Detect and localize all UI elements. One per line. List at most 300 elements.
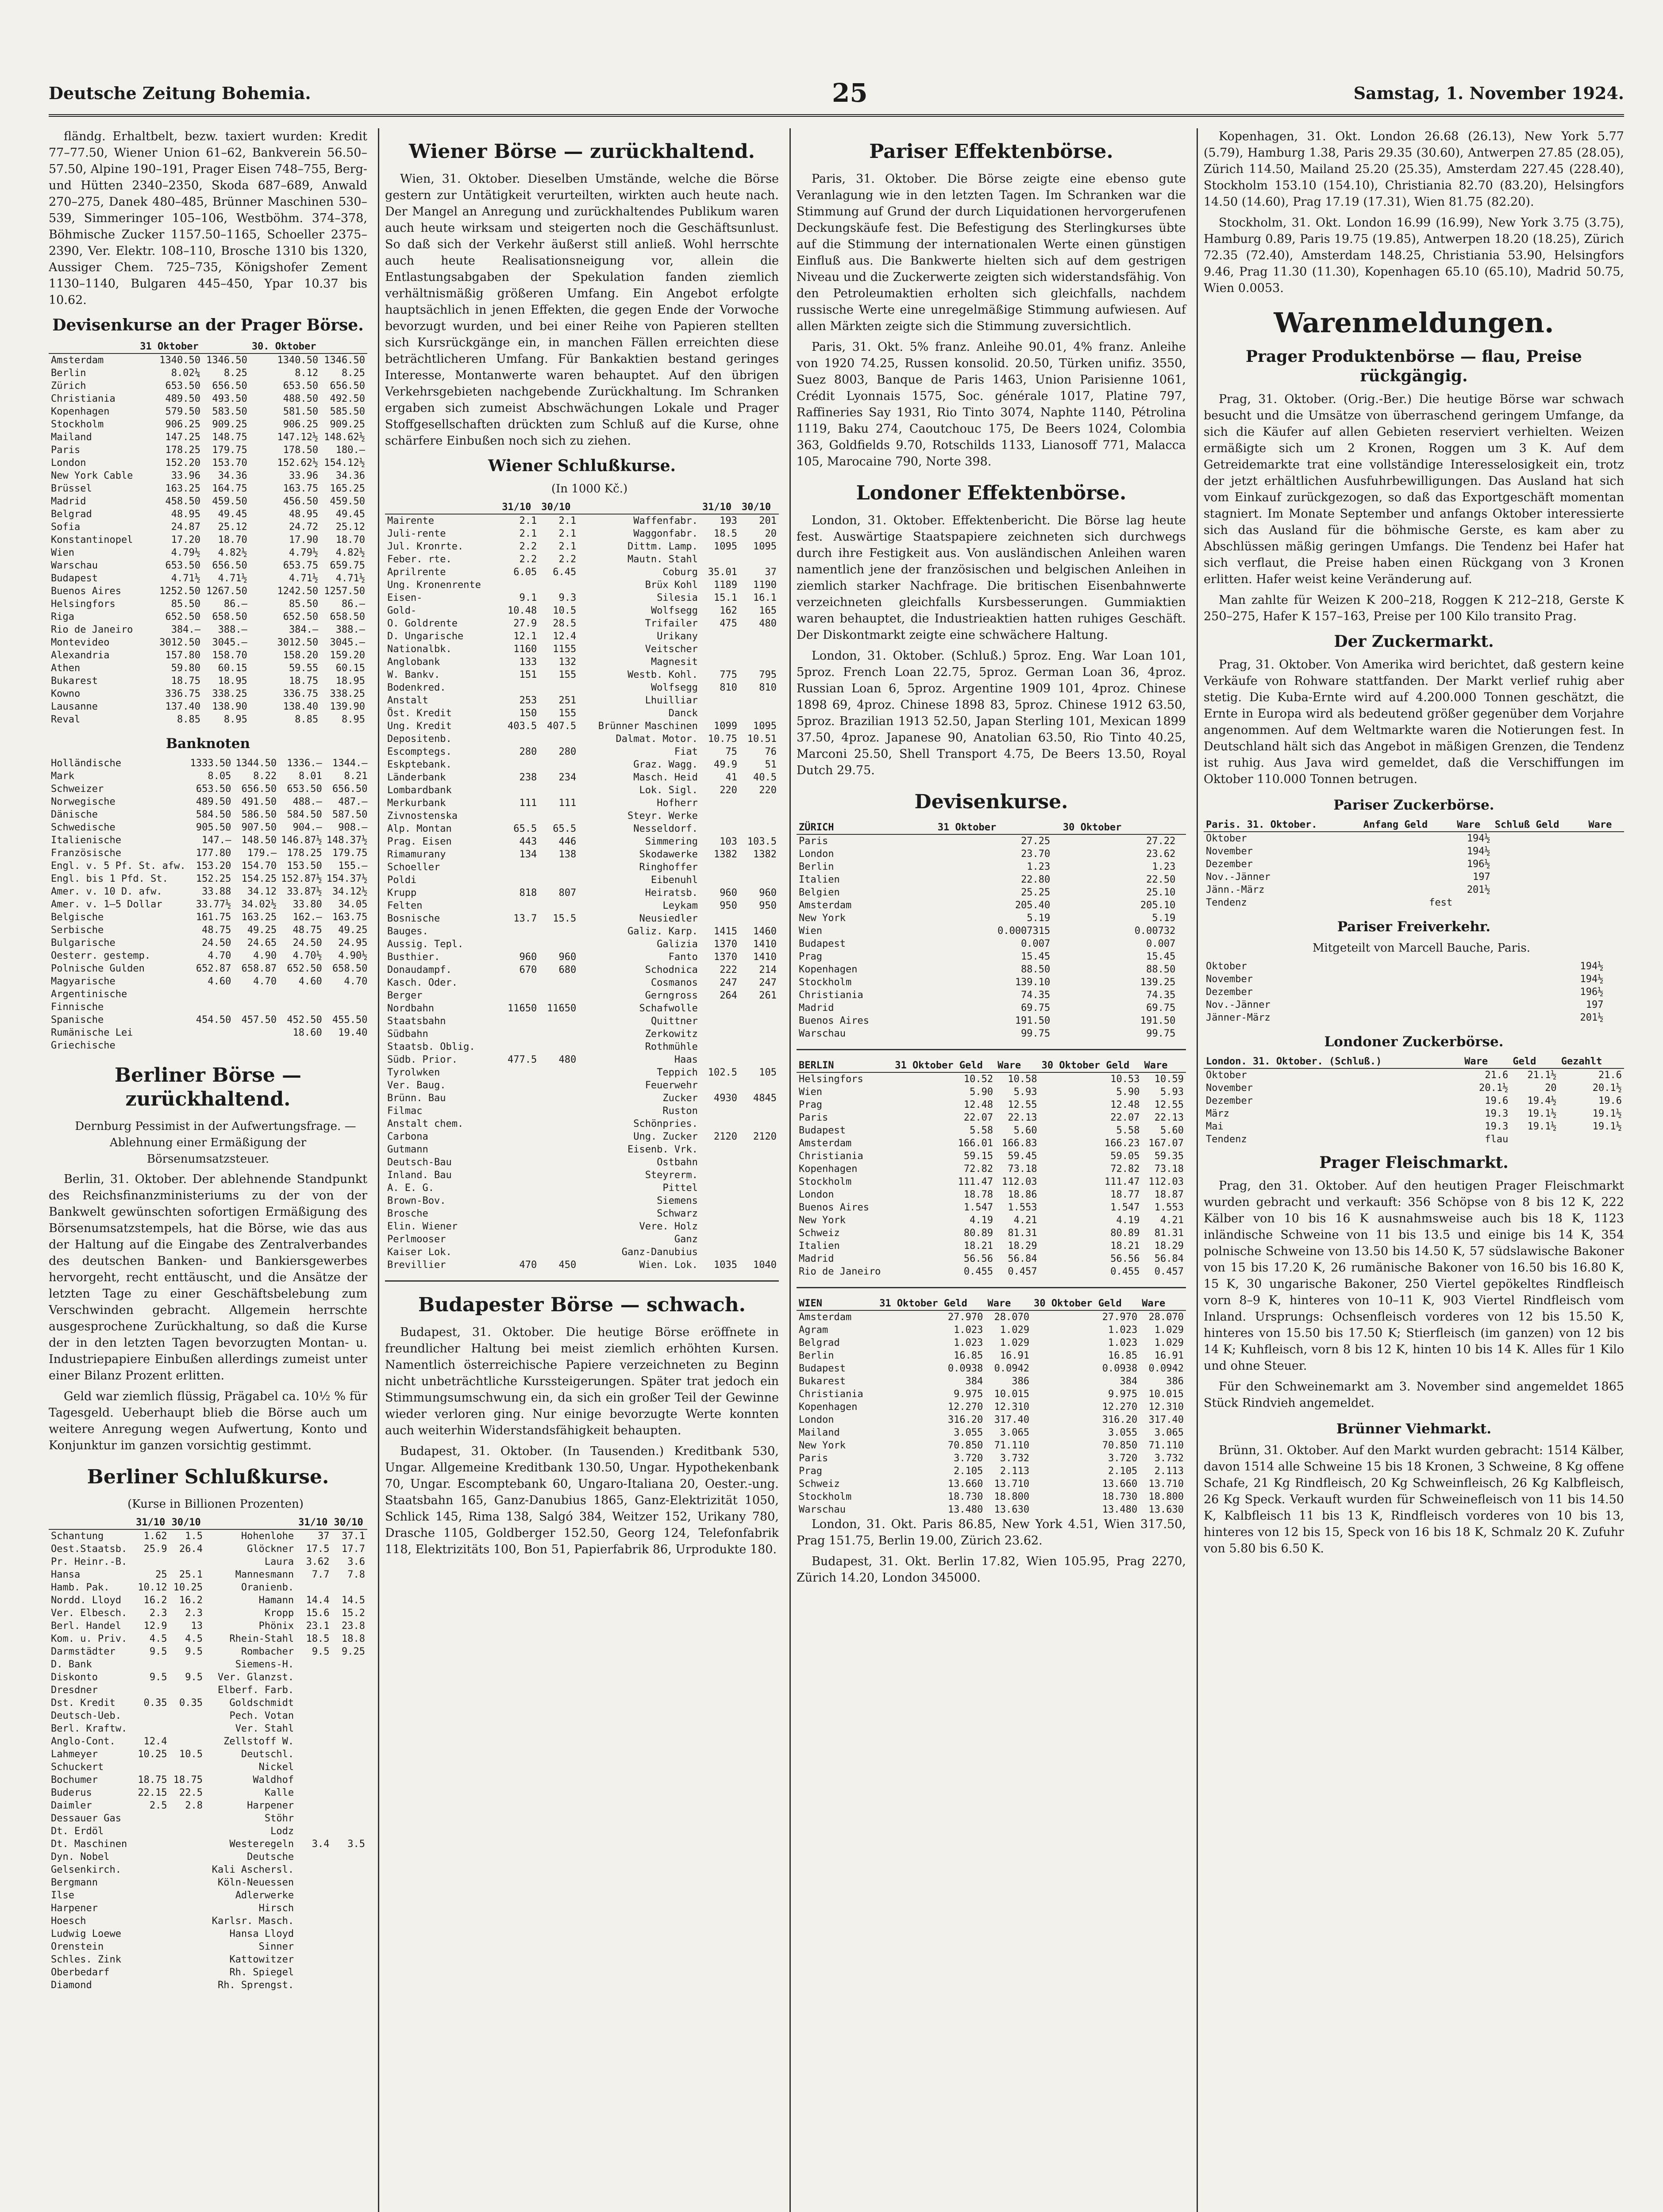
row-label: O. Goldrente — [387, 618, 458, 629]
row-value — [296, 1735, 331, 1748]
table-row — [49, 431, 367, 444]
row-value — [1605, 973, 1624, 986]
row-value: 8.05 — [208, 771, 231, 782]
row-value: 16.85 — [954, 1350, 983, 1361]
row-value: 60.15 — [335, 663, 365, 674]
row-label: Nordbahn — [387, 1003, 434, 1014]
paris-zucker-table — [1204, 818, 1624, 909]
table-header-cell: Gezahlt — [1559, 1055, 1624, 1068]
table-row — [49, 1838, 367, 1851]
row-value: 146.87½ — [281, 835, 322, 846]
row-label: Athen — [51, 663, 81, 674]
row-value: 205.40 — [1015, 900, 1051, 911]
row-value: Skodawerke — [639, 849, 698, 860]
row-value — [134, 1928, 169, 1940]
row-label: Berlin — [799, 1350, 834, 1361]
row-value — [500, 1118, 539, 1130]
row-value: 3.4 — [312, 1839, 330, 1850]
row-value — [134, 1851, 169, 1863]
row-value: 2.113 — [1000, 1466, 1030, 1477]
row-value: 165 — [759, 605, 777, 616]
row-value — [539, 1194, 578, 1207]
row-value: 154.70 — [241, 860, 277, 872]
row-value: 0.0942 — [994, 1363, 1030, 1374]
row-value — [296, 1748, 331, 1761]
row-value — [332, 1966, 367, 1979]
row-value — [134, 1940, 169, 1953]
row-label: Prag — [799, 1466, 822, 1477]
row-value — [324, 988, 370, 1001]
table-row — [49, 508, 367, 521]
row-value: 253 — [519, 695, 537, 706]
row-value — [1052, 1014, 1061, 1027]
table-row — [797, 860, 1186, 873]
prager-produkten-text: Prag, 31. Oktober. (Orig.-Ber.) Die heutige Börse war schwach besucht und die Umsätze von überraschend geringem Umfange, da sich die Käufer auf allen Gebieten reserviert verhielten. Weizen ermäßigte sich um 2 Kronen, Roggen um 3 K. Auf dem Getreidemarkte trat eine vollständige Interesselosigkeit ein, trotz der jetzt erhältlichen Ausfuhrbewilligungen. Das Ausland hat sich vom Einkauf zurückgezogen, so daß das Exportgeschäft momentan stagniert. Im Monate September und anfangs Oktober interessierte sich das Ausland für die böhmische Gerste, es kam aber zu Abschlüssen mäßig geringen Umfangs. Die Tendenz bei Hafer hat sich verflaut, die Preise haben einen Rückgang von 3 Kronen erlitten. Hafer weist keine Veränderung auf. — [1204, 392, 1624, 586]
row-value: 264 — [720, 990, 737, 1001]
column-4 — [1204, 128, 1624, 2212]
row-value: 27.970 — [947, 1312, 983, 1323]
row-value — [1178, 937, 1186, 950]
row-value: 40.5 — [753, 772, 777, 783]
row-value: 653.50 — [165, 380, 201, 392]
row-label: Aussig. Tepl. — [387, 939, 464, 950]
row-value: Schönpries. — [633, 1118, 698, 1129]
row-value: 112.03 — [1002, 1176, 1037, 1187]
row-value: 4.21 — [1013, 1215, 1037, 1226]
paris-zucker-title: Pariser Zuckerbörse. — [1333, 797, 1494, 813]
row-value — [332, 1774, 367, 1786]
table-row — [49, 1851, 367, 1863]
fleischmarkt-text: Prag, den 31. Oktober. Auf den heutigen Prager Fleischmarkt wurden gebracht und verkauft: 356 Schöpse von 8 bis 12 K, 222 Kälber von 10 bis 16 K ausnahmsweise auch bis 18 K, 1123 inländische Schweine von 11 bis 13.5 und einige bis 14 K, 354 polnische Schweine von 13.50 bis 14.50 K, 57 südslawische Bakoner von 15 bis 17.20 K, 26 rumänische Bakoner von 16.50 bis 16.80 K, 15 K, 30 ungarische Bakoner, 250 Viertel gepökeltes Rindfleisch vorn 8–9 K, hinteres von 10–11 K, 903 Viertel Rindfleisch vom Inland. Ursprungs: Ochsenfleisch vorderes von 12 bis 15.50 K, hinteres von 15.50 bis 17.50 K; Stierfleisch (im ganzen) von 12 bis 14 K; Kuhfleisch, vorn 8 bis 12 K, hinten 10 bis 14 K. Alles für 1 Kilo und ohne Steuer. — [1204, 1179, 1624, 1373]
row-value: 4.82½ — [335, 547, 365, 558]
row-label: Schoeller — [387, 862, 440, 873]
row-value — [539, 1143, 578, 1156]
table-row — [385, 591, 779, 604]
row-value — [169, 1825, 205, 1838]
row-value: 4845 — [753, 1093, 777, 1104]
row-value: 489.50 — [196, 796, 231, 807]
budapest-quotes: Budapest, 31. Oktober. (In Tausenden.) Kreditbank 530, Ungar. Allgemeine Kreditbank 130.50, Ungar. Hypothekenbank 70, Ungar. Escomptebank 60, Ungaro-Italiana 20, Oester.-ung. Staatsbahn 165, Ganz-Danubius 1865, Ganz-Elektrizität 1050, Schlick 145, Rima 138, Salgó 384, Weitzer 152, Urikany 780, Drasche 1105, Goldberger 152.50, Georg 124, Telefonfabrik 118, Elektrizitäts 100, Bon 51, Papierfabrik 86, Urprodukte 180. — [385, 1444, 779, 1556]
row-label: Bodenkred. — [387, 682, 446, 693]
row-value — [739, 1079, 779, 1092]
row-value: 22.50 — [1146, 874, 1176, 885]
row-value — [169, 1979, 205, 1992]
row-value: 74.35 — [1021, 990, 1051, 1001]
row-label: Escomptegs. — [387, 746, 452, 757]
page-number: 25 — [832, 78, 868, 108]
row-value — [539, 861, 578, 874]
row-value: 59.05 — [1110, 1151, 1140, 1162]
row-label: Darmstädter — [51, 1646, 115, 1657]
row-value — [539, 784, 578, 797]
row-value: 407.5 — [547, 721, 577, 732]
row-value: Silesia — [657, 592, 698, 603]
row-value — [739, 1156, 779, 1169]
row-value: 179.75 — [212, 445, 247, 456]
table-row — [385, 938, 779, 951]
row-value: 13.660 — [1102, 1479, 1138, 1490]
row-value: 795 — [759, 669, 777, 680]
row-value: 138.40 — [283, 701, 319, 712]
row-label: Dänische — [51, 809, 98, 820]
row-value: 15.5 — [553, 913, 577, 924]
row-value: 905.50 — [196, 822, 231, 833]
row-label: Staatsbahn — [387, 1016, 446, 1027]
row-value — [500, 1169, 539, 1182]
row-label: Kaiser Lok. — [387, 1247, 452, 1258]
row-value — [1178, 1002, 1186, 1014]
row-label: Amsterdam — [799, 1138, 852, 1149]
row-value: 656.50 — [241, 783, 277, 795]
row-label: Mark — [51, 771, 74, 782]
row-value: 10.58 — [1008, 1074, 1037, 1085]
row-value: 443 — [519, 836, 537, 847]
row-value — [500, 1207, 539, 1220]
row-value — [1361, 845, 1455, 858]
row-label: Prag — [799, 1099, 822, 1110]
row-value: Quittner — [651, 1016, 698, 1027]
devisen-prag-title: Devisenkurse an der Prager Börse. — [52, 316, 364, 334]
row-value — [739, 694, 779, 707]
table-row — [49, 585, 367, 598]
row-value: Pittel — [662, 1183, 698, 1194]
table-row — [49, 1543, 367, 1555]
row-value: 18.70 — [335, 534, 365, 545]
row-label: Öst. Kredit — [387, 708, 452, 719]
row-value: 960 — [558, 952, 577, 963]
row-value: 214 — [759, 964, 777, 975]
row-label: New York Cable — [51, 470, 133, 481]
row-label: Lombardbank — [387, 785, 452, 796]
table-header-cell: Ware — [985, 1297, 1032, 1310]
table-row — [49, 770, 370, 783]
row-label: Konstantinopel — [51, 534, 133, 545]
row-value: 153.20 — [196, 860, 231, 872]
row-value — [296, 1940, 331, 1953]
row-value: 16.1 — [753, 592, 777, 603]
row-value: 161.75 — [196, 912, 231, 923]
row-value: 384.— — [289, 624, 319, 635]
table-row — [49, 521, 367, 534]
row-value — [500, 925, 539, 938]
row-value — [700, 1079, 739, 1092]
row-value: 14.4 — [306, 1595, 330, 1606]
row-value: 480 — [759, 618, 777, 629]
row-value — [700, 1028, 739, 1041]
row-value: 74.35 — [1146, 990, 1176, 1001]
wien-boerse-title: Wiener Börse — zurückhaltend. — [409, 140, 755, 163]
row-value: 48.75 — [293, 925, 322, 936]
row-value: 25 — [155, 1569, 167, 1580]
row-value: Neusiedler — [639, 913, 698, 924]
row-label: Belgrad — [51, 509, 92, 520]
row-value: 584.50 — [196, 809, 231, 820]
row-value: Rh. Spiegel — [229, 1967, 294, 1978]
row-value: 201½ — [1580, 1012, 1604, 1023]
row-label: Donaudampf. — [387, 964, 452, 975]
table-row — [797, 899, 1186, 912]
row-label: Länderbank — [387, 772, 446, 783]
table-row — [1204, 998, 1624, 1011]
row-value: Ver. Glanzst. — [217, 1672, 294, 1683]
table-row — [385, 848, 779, 861]
row-value: Steyrerm. — [645, 1170, 698, 1181]
row-value — [500, 1066, 539, 1079]
bruenn-title: Brünner Viehmarkt. — [1336, 1421, 1492, 1437]
row-value: 670 — [519, 964, 537, 975]
row-value: 906.25 — [165, 419, 201, 430]
row-value: Kalle — [264, 1787, 294, 1798]
row-value: 12.48 — [963, 1099, 993, 1110]
row-value — [296, 1709, 331, 1722]
row-value — [188, 1026, 234, 1039]
row-label: Norwegische — [51, 796, 115, 807]
row-value — [739, 1028, 779, 1041]
row-label: Lahmeyer — [51, 1749, 98, 1760]
row-value: 81.31 — [1154, 1228, 1184, 1239]
row-value: 178.25 — [287, 848, 322, 859]
row-value — [700, 912, 739, 925]
row-value: 103 — [720, 836, 737, 847]
row-value: 194½ — [1467, 846, 1490, 857]
row-value — [500, 1233, 539, 1246]
row-value: 8.25 — [223, 368, 247, 379]
table-row — [385, 1066, 779, 1079]
row-value: 154.25 — [241, 873, 277, 884]
row-label: Madrid — [51, 496, 86, 507]
row-value: 134 — [519, 849, 537, 860]
row-value — [539, 681, 578, 694]
row-value: Danck — [668, 708, 698, 719]
row-label: Alexandria — [51, 650, 110, 661]
row-value: 2.1 — [558, 541, 577, 552]
row-value: 178.25 — [165, 445, 201, 456]
table-row — [385, 1053, 779, 1066]
row-value — [332, 1671, 367, 1684]
table-row — [385, 1246, 779, 1259]
row-value — [700, 656, 739, 668]
row-value: Wolfsegg — [651, 682, 698, 693]
row-value: Oranienb. — [241, 1582, 294, 1593]
banknoten-table — [49, 757, 370, 1052]
row-value — [700, 1053, 739, 1066]
row-value: 18.29 — [1154, 1240, 1184, 1252]
table-row — [49, 1658, 367, 1671]
row-value — [500, 1246, 539, 1259]
row-label: Belgien — [799, 887, 840, 898]
table-row — [797, 1375, 1186, 1388]
row-label: Krupp — [387, 887, 417, 899]
table-row — [385, 514, 779, 527]
row-label: Bauges. — [387, 926, 428, 937]
table-row — [385, 951, 779, 964]
row-label: Anstalt chem. — [387, 1118, 464, 1129]
row-value: 147.— — [202, 835, 231, 846]
row-label: Wien — [799, 926, 822, 937]
row-value: 384 — [1120, 1376, 1138, 1387]
row-value: 34.36 — [218, 470, 247, 481]
row-value: 3.720 — [954, 1453, 983, 1464]
table-header-cell: 31 Oktober — [138, 340, 203, 353]
bruenn-text: Brünn, 31. Oktober. Auf den Markt wurden gebracht: 1514 Kälber, davon 1514 alle Schweine 15 bis 18 Kronen, 3 Schweine, 8 Kg offene Schafe, 21 Kg Rindfleisch, 20 Kg Schweinfleisch, 26 Kg Kalbfleisch, 26 Kg Speck. Verkauft wurden für Schweinefleisch von 11 bis 14.50 K, Kalbfleisch 11 bis 13 K, Rindfleisch vorderes von 10 bis 13, hinteres von 12 bis 15, Speck von 16 bis 18 K, Schmalz 20 K. Zufuhr von 5.80 bis 6.50 K. — [1204, 1444, 1624, 1555]
row-value: 904.— — [293, 822, 322, 833]
row-label: New York — [799, 913, 846, 924]
row-value: Simmering — [645, 836, 698, 847]
row-label: Dezember — [1206, 1095, 1253, 1106]
row-value: Rombacher — [241, 1646, 294, 1657]
table-header-cell: Geld — [1510, 1055, 1559, 1068]
row-value: 384 — [965, 1376, 983, 1387]
row-value: 459.50 — [212, 496, 247, 507]
row-value: 41 — [725, 772, 737, 783]
row-value — [539, 1092, 578, 1105]
row-value: Leykam — [662, 900, 698, 911]
table-header-cell: 30/10 — [169, 1516, 205, 1529]
table-header-cell: 30. Oktober — [250, 340, 320, 353]
table-row — [385, 1130, 779, 1143]
row-value: 33.80 — [293, 899, 322, 910]
row-value: 2.2 — [519, 554, 537, 565]
table-header-cell: Ware — [1142, 1059, 1186, 1072]
row-value: 280 — [519, 746, 537, 757]
row-label: Helsingfors — [51, 599, 115, 610]
table-row — [797, 834, 1186, 848]
row-value: 48.75 — [202, 925, 231, 936]
berlin-subtitle: Dernburg Pessimist in der Aufwertungsfrage. — Ablehnung einer Ermäßigung der Börsenumsatzsteuer. — [75, 1120, 356, 1166]
row-value: 73.18 — [1154, 1164, 1184, 1175]
table-row — [797, 1014, 1186, 1027]
row-value — [1178, 899, 1186, 912]
row-label: Juli-rente — [387, 528, 446, 539]
row-value: 1.029 — [1154, 1325, 1184, 1336]
row-value: 71.110 — [994, 1440, 1030, 1451]
row-label: Berger — [387, 990, 423, 1001]
table-header-cell: ZÜRICH — [797, 821, 935, 834]
row-value: 28.5 — [553, 618, 577, 629]
row-label: Amer. v. 10 D. afw. — [51, 886, 162, 897]
row-value — [1052, 925, 1061, 937]
row-value: 20.1½ — [1479, 1083, 1509, 1094]
table-row — [797, 1188, 1186, 1201]
row-value: 1346.50 — [206, 355, 247, 366]
table-row — [797, 1401, 1186, 1413]
row-value — [500, 810, 539, 822]
row-label: Bochumer — [51, 1774, 98, 1786]
row-label: Reval — [51, 714, 81, 725]
row-value: 167.07 — [1148, 1138, 1184, 1149]
row-label: Lausanne — [51, 701, 98, 712]
table-row — [49, 924, 370, 937]
row-value: 950 — [720, 900, 737, 911]
row-value: 4.79½ — [289, 547, 319, 558]
row-value — [1052, 963, 1061, 976]
row-value: 15.45 — [1021, 951, 1051, 962]
row-value: 71.110 — [1148, 1440, 1184, 1451]
row-value: 585.50 — [330, 406, 365, 417]
row-value: 338.25 — [330, 688, 365, 699]
table-row — [385, 1233, 779, 1246]
row-value — [1052, 834, 1061, 848]
row-value: 2.1 — [519, 528, 537, 539]
row-value — [739, 1053, 779, 1066]
table-row — [49, 1812, 367, 1825]
row-label: Oktober — [1206, 961, 1247, 972]
row-value: 194½ — [1467, 833, 1490, 844]
row-value: 2.1 — [558, 515, 577, 526]
row-label: Brüssel — [51, 483, 92, 494]
row-value: Masch. Heid — [633, 772, 698, 783]
row-label: Wien — [799, 1087, 822, 1098]
row-value — [500, 1015, 539, 1028]
table-row — [797, 1227, 1186, 1240]
row-value: 4.70 — [208, 950, 231, 961]
table-header-cell: Ware — [1455, 818, 1493, 832]
row-value: 80.89 — [1110, 1228, 1140, 1239]
table-row — [1204, 986, 1624, 998]
table-row — [797, 1240, 1186, 1252]
table-row — [797, 1310, 1186, 1324]
row-value: Sinner — [258, 1941, 294, 1952]
row-value: 1.029 — [1000, 1325, 1030, 1336]
table-row — [49, 392, 367, 405]
row-label: Eisen- — [387, 592, 423, 603]
row-value: 4.60 — [208, 976, 231, 987]
row-value: 33.87½ — [287, 886, 322, 897]
row-value: 15.6 — [306, 1608, 330, 1619]
row-value: 162 — [720, 605, 737, 616]
row-value: 1346.50 — [324, 355, 365, 366]
row-value — [1178, 848, 1186, 860]
row-value: 659.75 — [330, 560, 365, 571]
table-row — [49, 1039, 370, 1052]
row-value: 9.5 — [149, 1672, 167, 1683]
row-value: 234 — [558, 772, 577, 783]
row-value: 470 — [519, 1260, 537, 1271]
table-row — [797, 1002, 1186, 1014]
table-row — [49, 1979, 367, 1992]
row-value — [1052, 989, 1061, 1002]
row-value: 656.50 — [330, 380, 365, 392]
row-value — [739, 643, 779, 656]
row-value: 16.2 — [179, 1595, 203, 1606]
row-value: 163.75 — [283, 483, 319, 494]
row-label: Harpener — [51, 1903, 98, 1914]
row-value: 166.23 — [1105, 1138, 1140, 1149]
row-value: 49.25 — [247, 925, 277, 936]
row-value: 102.5 — [708, 1067, 737, 1078]
table-row — [385, 1143, 779, 1156]
row-value: 0.457 — [1154, 1266, 1184, 1277]
row-value: 1.23 — [1152, 861, 1176, 872]
table-header-cell — [1178, 821, 1186, 834]
row-value: 20 — [1545, 1083, 1557, 1094]
row-label: Tendenz — [1206, 897, 1247, 908]
row-value — [332, 1722, 367, 1735]
row-value: 909.25 — [330, 419, 365, 430]
row-value: 22.15 — [138, 1787, 167, 1798]
row-label: Oberbedarf — [51, 1967, 110, 1978]
fleischmarkt-title: Prager Fleischmarkt. — [1319, 1153, 1509, 1172]
masthead — [49, 74, 1624, 117]
row-value: 0.455 — [963, 1266, 993, 1277]
row-value: 960 — [720, 887, 737, 899]
row-value: 28.070 — [994, 1312, 1030, 1323]
row-value: 153.50 — [287, 860, 322, 872]
row-value: 10.53 — [1110, 1074, 1140, 1085]
row-label: Schweiz — [799, 1479, 840, 1490]
row-value — [134, 1838, 169, 1851]
row-value: 1.553 — [1154, 1202, 1184, 1213]
